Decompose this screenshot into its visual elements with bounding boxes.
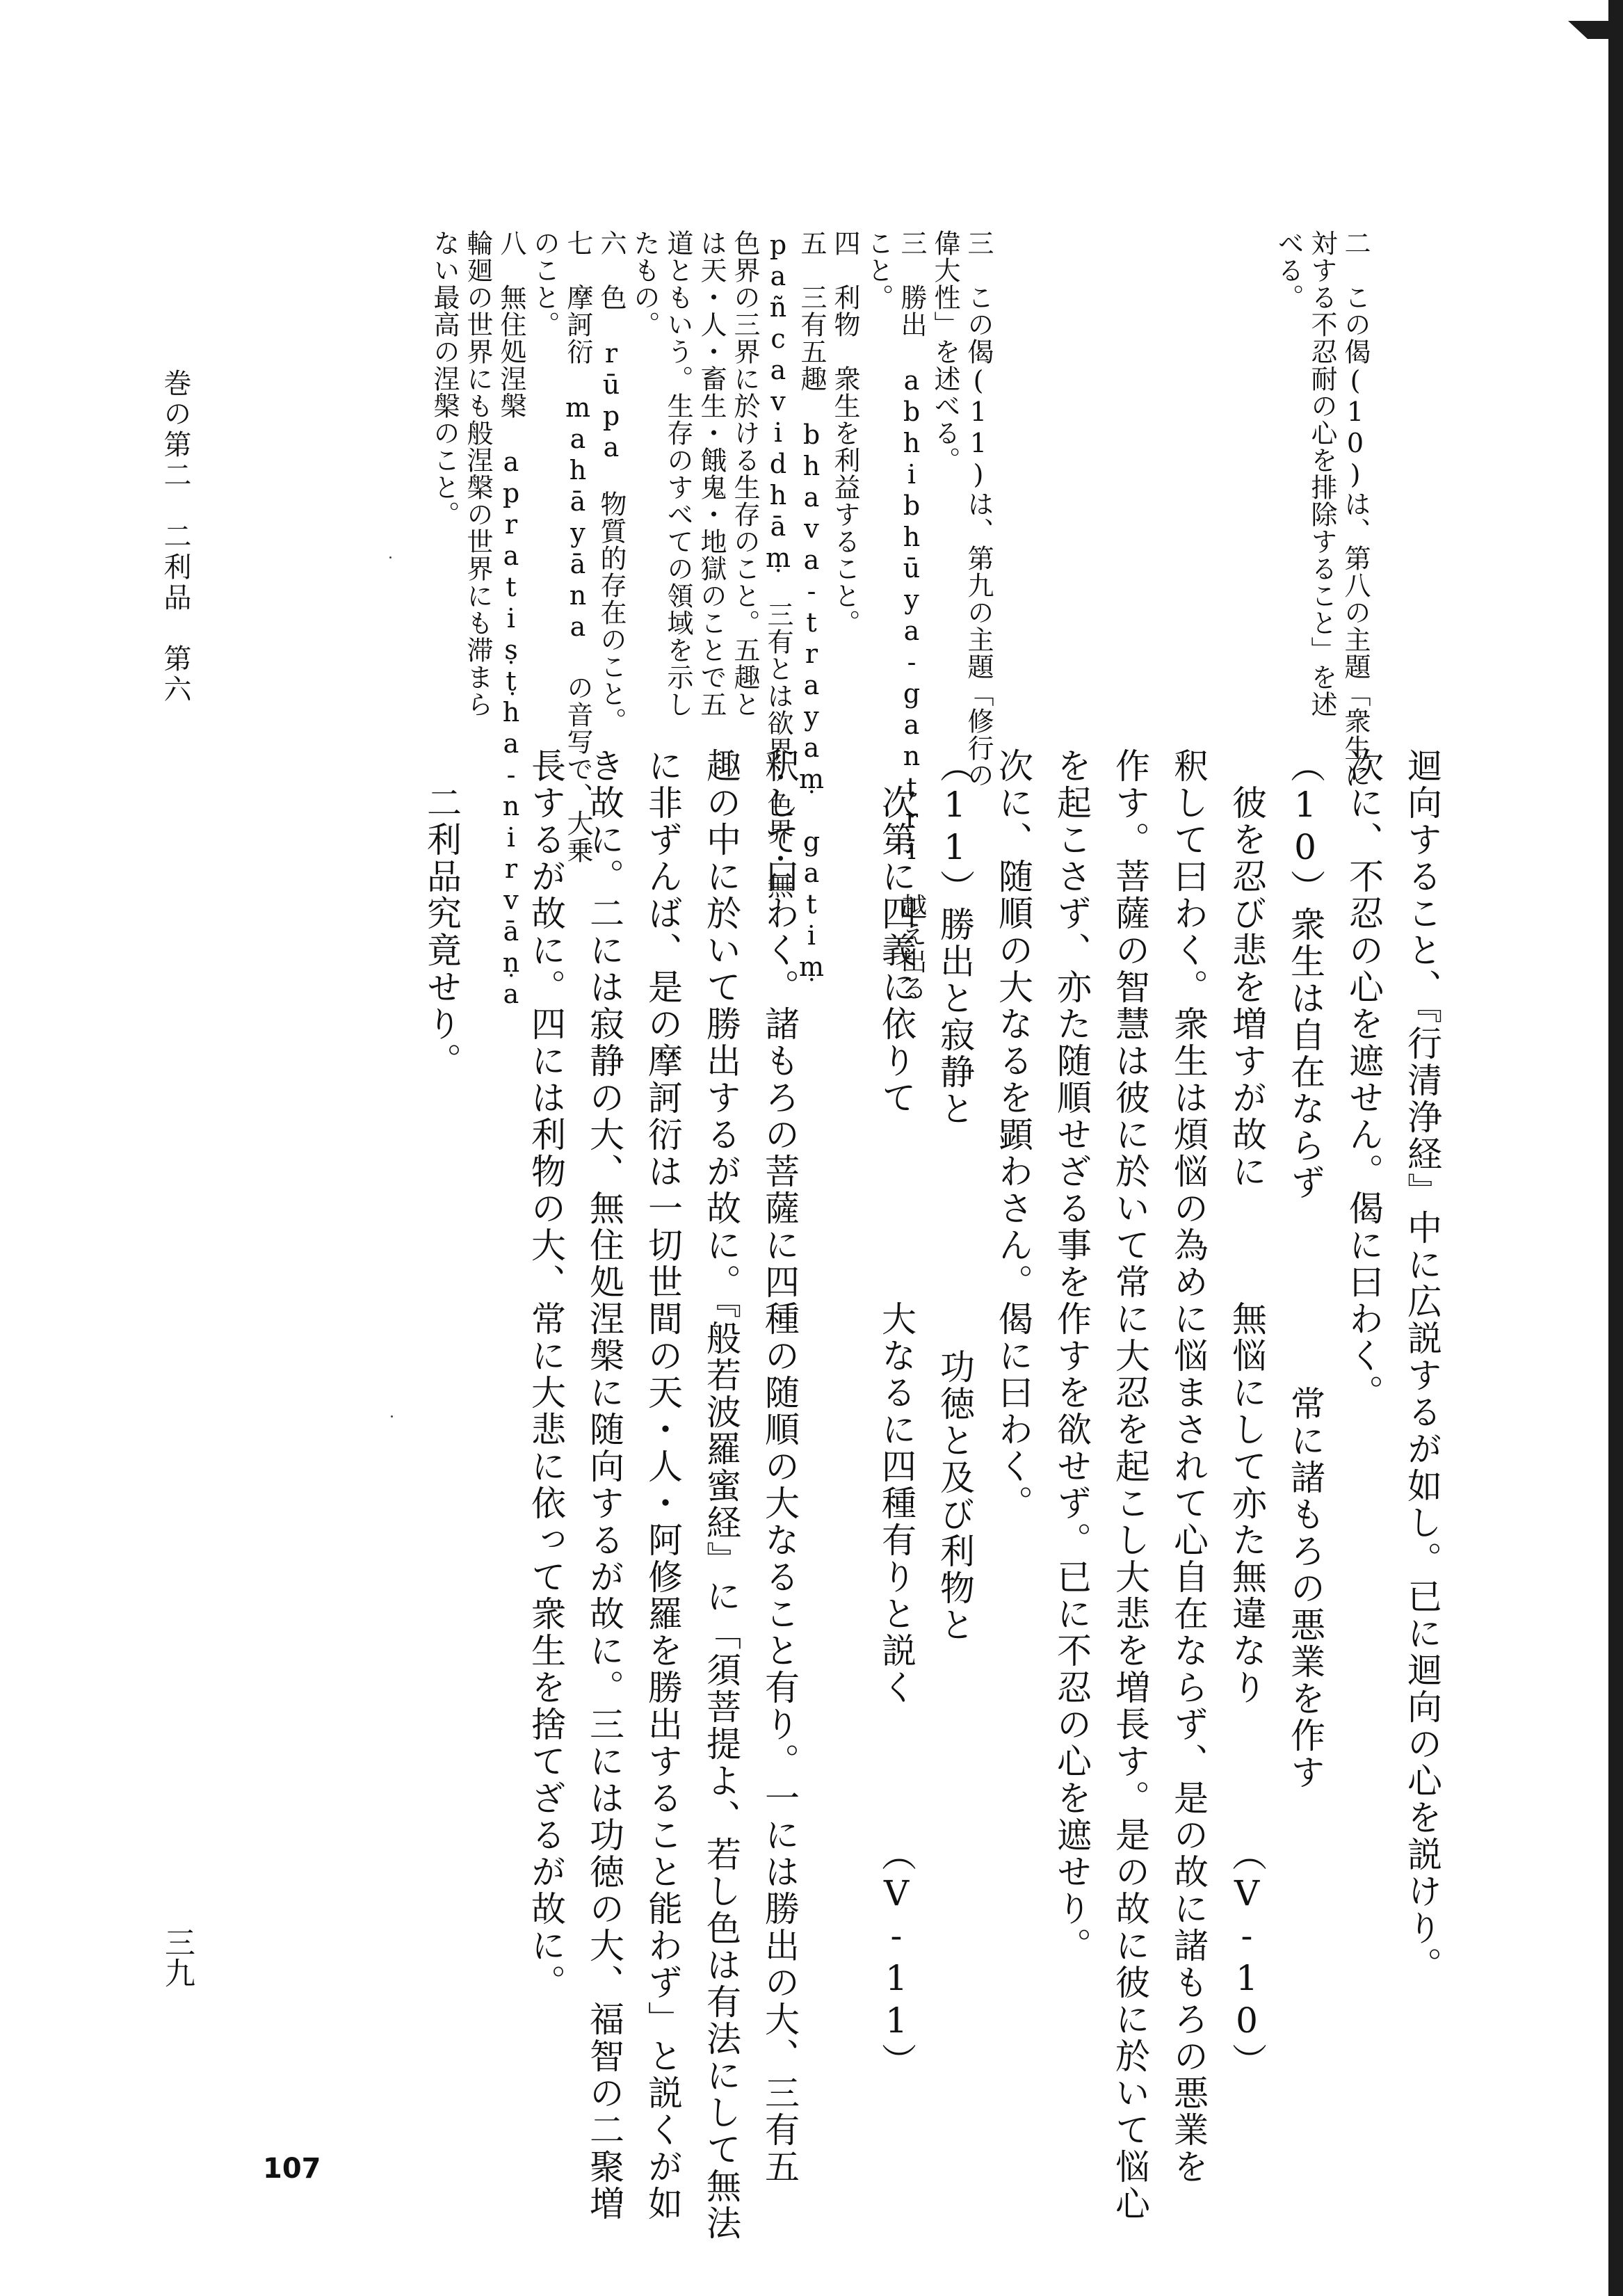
body-line: 次に、不忍の心を遮せん。偈に曰わく。 (1343, 748, 1384, 1411)
note-line: 色界の三界に於ける生存のこと。五趣と (729, 230, 760, 718)
body-line: 作す。菩薩の智慧は彼に於いて常に大忍を起こし大悲を増長す。是の故に彼に於いて悩心 (1110, 748, 1150, 2222)
verse-line: （10）衆生は自在ならず 常に諸もろの悪業を作す (1285, 748, 1325, 1791)
verse-line: （11）勝出と寂静と 功徳と及び利物と (935, 748, 975, 1644)
body-line: 迴向すること、『行清浄経』中に広説するが如し。已に迴向の心を説けり。 (1402, 748, 1442, 1984)
note-line: 六 色 rūpa 物質的存在のこと。 (596, 230, 627, 734)
note-line: 道ともいう。生存のすべての領域を示し (663, 230, 693, 718)
body-line: 長するが故に。四には利物の大、常に大悲に依って衆生を捨てざるが故に。 (526, 748, 566, 2001)
note-line: は天・人・畜生・餓鬼・地獄のことで五 (696, 230, 727, 718)
note-line: pañcavidhāṃ 三有とは欲界・色界・無 (763, 230, 793, 899)
page-edge-bar (1608, 0, 1623, 2296)
body-line: 次に、随順の大なるを顕わさん。偈に曰わく。 (993, 748, 1033, 1522)
body-line: き故に。二には寂静の大、無住処涅槃に随向するが故に。三には功徳の大、福智の二聚増 (584, 748, 624, 2222)
note-line: 五 三有五趣 bhava-trayaṃ gatiṃ (796, 230, 827, 983)
verse-line: 彼を忍び悲を増すが故に 無悩にして亦た無違なり （V-10） (1227, 748, 1267, 2080)
note-line: こと。 (863, 230, 894, 311)
note-line: のこと。 (529, 230, 560, 338)
note-line: 四 利物 衆生を利益すること。 (830, 230, 860, 636)
note-line: べる。 (1273, 230, 1304, 311)
note-line: 八 無住処涅槃 apratiṣṭha-nirvāṇa (496, 230, 526, 1010)
note-line: 輪廻の世界にも般涅槃の世界にも滞まら (462, 230, 493, 718)
note-line: 偉大性」を述べる。 (930, 230, 960, 474)
note-line: 二 この偈(10)は、第八の主題「衆生に (1340, 230, 1371, 789)
note-line: 七 摩訶衍 mahāyāna の音写で、大乗 (563, 230, 593, 864)
note-line: たもの。 (629, 230, 660, 338)
page-number: 107 (263, 2153, 321, 2185)
body-line: 釈して曰わく。諸もろの菩薩に四種の随順の大なること有り。一には勝出の大、三有五 (759, 748, 800, 2185)
note-line: 三 この偈(11)は、第九の主題「修行の (963, 230, 994, 789)
body-line: に非ずんば、是の摩訶衍は一切世間の天・人・阿修羅を勝出すること能わず」と説くが如 (643, 748, 683, 2222)
running-head: 巻の第二 二利品 第六 (159, 369, 191, 705)
chapter-end-line: 二利品究竟せり。 (421, 748, 462, 1079)
note-line: ない最高の涅槃のこと。 (429, 230, 460, 528)
stray-speck (389, 556, 391, 559)
note-line: 三 勝出 abhibhūya-gantrī 越え出る (896, 230, 927, 1002)
body-line: を起こさず、亦た随順せざる事を作すを欲せず。已に不忍の心を遮せり。 (1051, 748, 1092, 1964)
verse-line: 次第に四義に依りて 大なるに四種有りと説く （V-11） (876, 748, 917, 2080)
body-line: 釈して曰わく。衆生は煩悩の為めに悩まされて心自在ならず、是の故に諸もろの悪業を (1168, 748, 1209, 2185)
page-edge-mark (1568, 21, 1617, 39)
note-line: 対する不忍耐の心を排除すること」を述 (1307, 230, 1337, 718)
page-number-kanji: 三九 (159, 1927, 195, 1988)
body-line: 趣の中に於いて勝出するが故に。『般若波羅蜜経』に「須菩提よ、若し色は有法にして無法 (701, 748, 741, 2242)
stray-speck (391, 1415, 393, 1418)
